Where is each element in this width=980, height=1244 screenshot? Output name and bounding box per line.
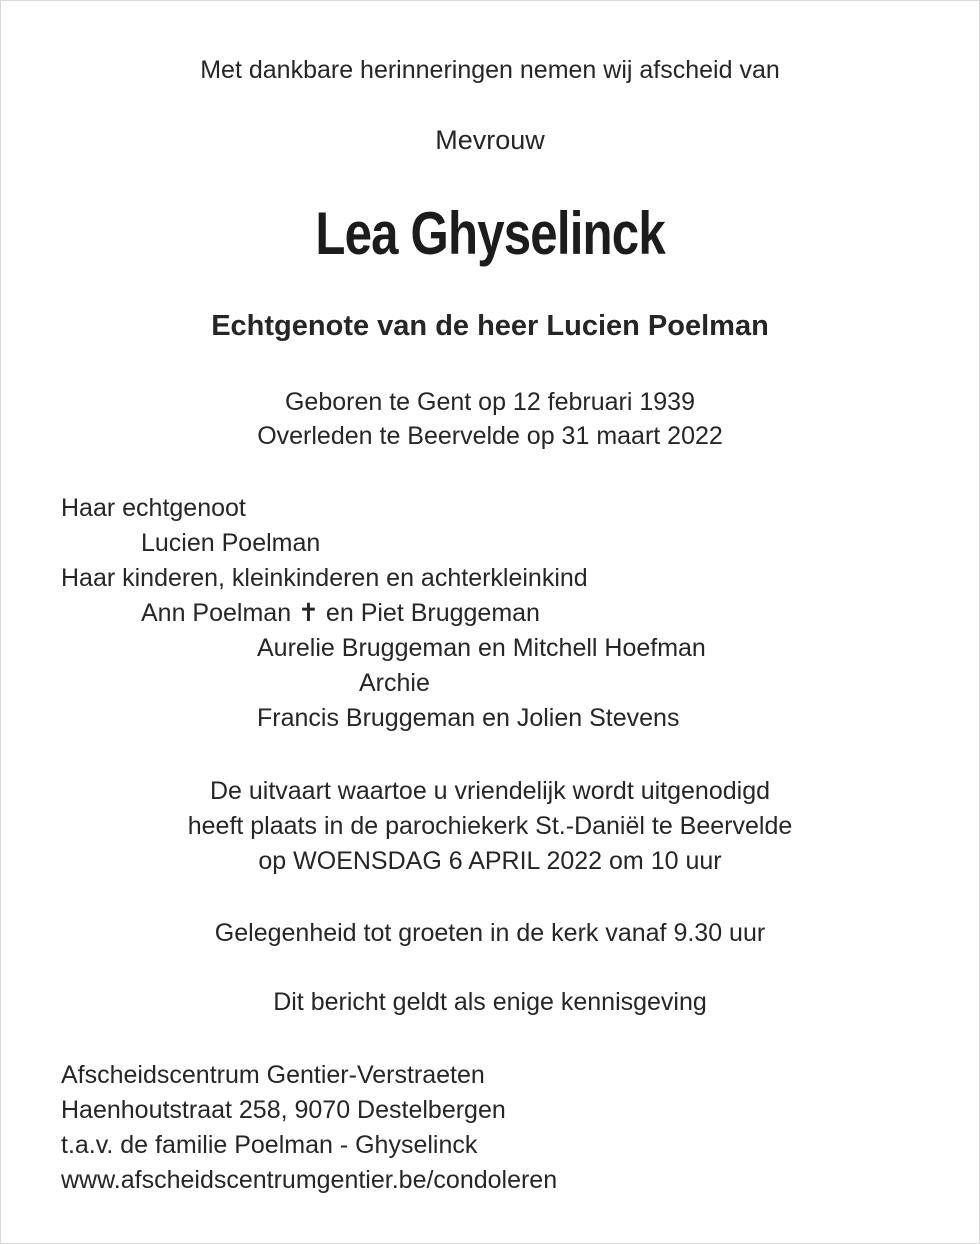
- death-line: Overleden te Beervelde op 31 maart 2022: [257, 422, 723, 450]
- relation-line: Echtgenote van de heer Lucien Poelman: [211, 310, 769, 342]
- salutation: Mevrouw: [435, 125, 545, 155]
- family-line: Archie: [359, 669, 430, 697]
- contact-address-line: Haenhoutstraat 258, 9070 Destelbergen: [61, 1096, 506, 1124]
- dates-block: [61, 385, 919, 453]
- birth-line: Geboren te Gent op 12 februari 1939: [284, 388, 695, 416]
- deceased-name: Lea Ghyselinck: [315, 200, 665, 267]
- contact-attn-line: t.a.v. de familie Poelman - Ghyselinck: [61, 1131, 478, 1159]
- contact-url-line: www.afscheidscentrumgentier.be/condoleren: [61, 1166, 558, 1194]
- contact-block: [61, 1058, 919, 1198]
- contact-name-line: Afscheidscentrum Gentier-Verstraeten: [61, 1061, 485, 1089]
- family-line: Ann Poelman ✝ en Piet Bruggeman: [141, 599, 540, 627]
- funeral-block: [61, 774, 919, 879]
- family-line: Haar echtgenoot: [61, 494, 246, 522]
- family-line: Haar kinderen, kleinkinderen en achterkleinkind: [61, 564, 588, 592]
- family-line: Francis Bruggeman en Jolien Stevens: [257, 704, 680, 732]
- deceased-name-heading: [61, 200, 919, 267]
- funeral-line-3: op WOENSDAG 6 APRIL 2022 om 10 uur: [258, 847, 722, 875]
- intro-line: Met dankbare herinneringen nemen wij afscheid van: [200, 56, 780, 84]
- greeting-line: Gelegenheid tot groeten in de kerk vanaf 9.30 uur: [214, 919, 766, 947]
- family-line: Lucien Poelman: [141, 529, 321, 557]
- funeral-line-1: De uitvaart waartoe u vriendelijk wordt uitgenodigd: [209, 777, 771, 805]
- family-list: [61, 491, 919, 736]
- notice-line: Dit bericht geldt als enige kennisgeving: [273, 988, 707, 1016]
- family-line: Aurelie Bruggeman en Mitchell Hoefman: [257, 634, 706, 662]
- funeral-line-2: heeft plaats in de parochiekerk St.-Daniël te Beervelde: [187, 812, 793, 840]
